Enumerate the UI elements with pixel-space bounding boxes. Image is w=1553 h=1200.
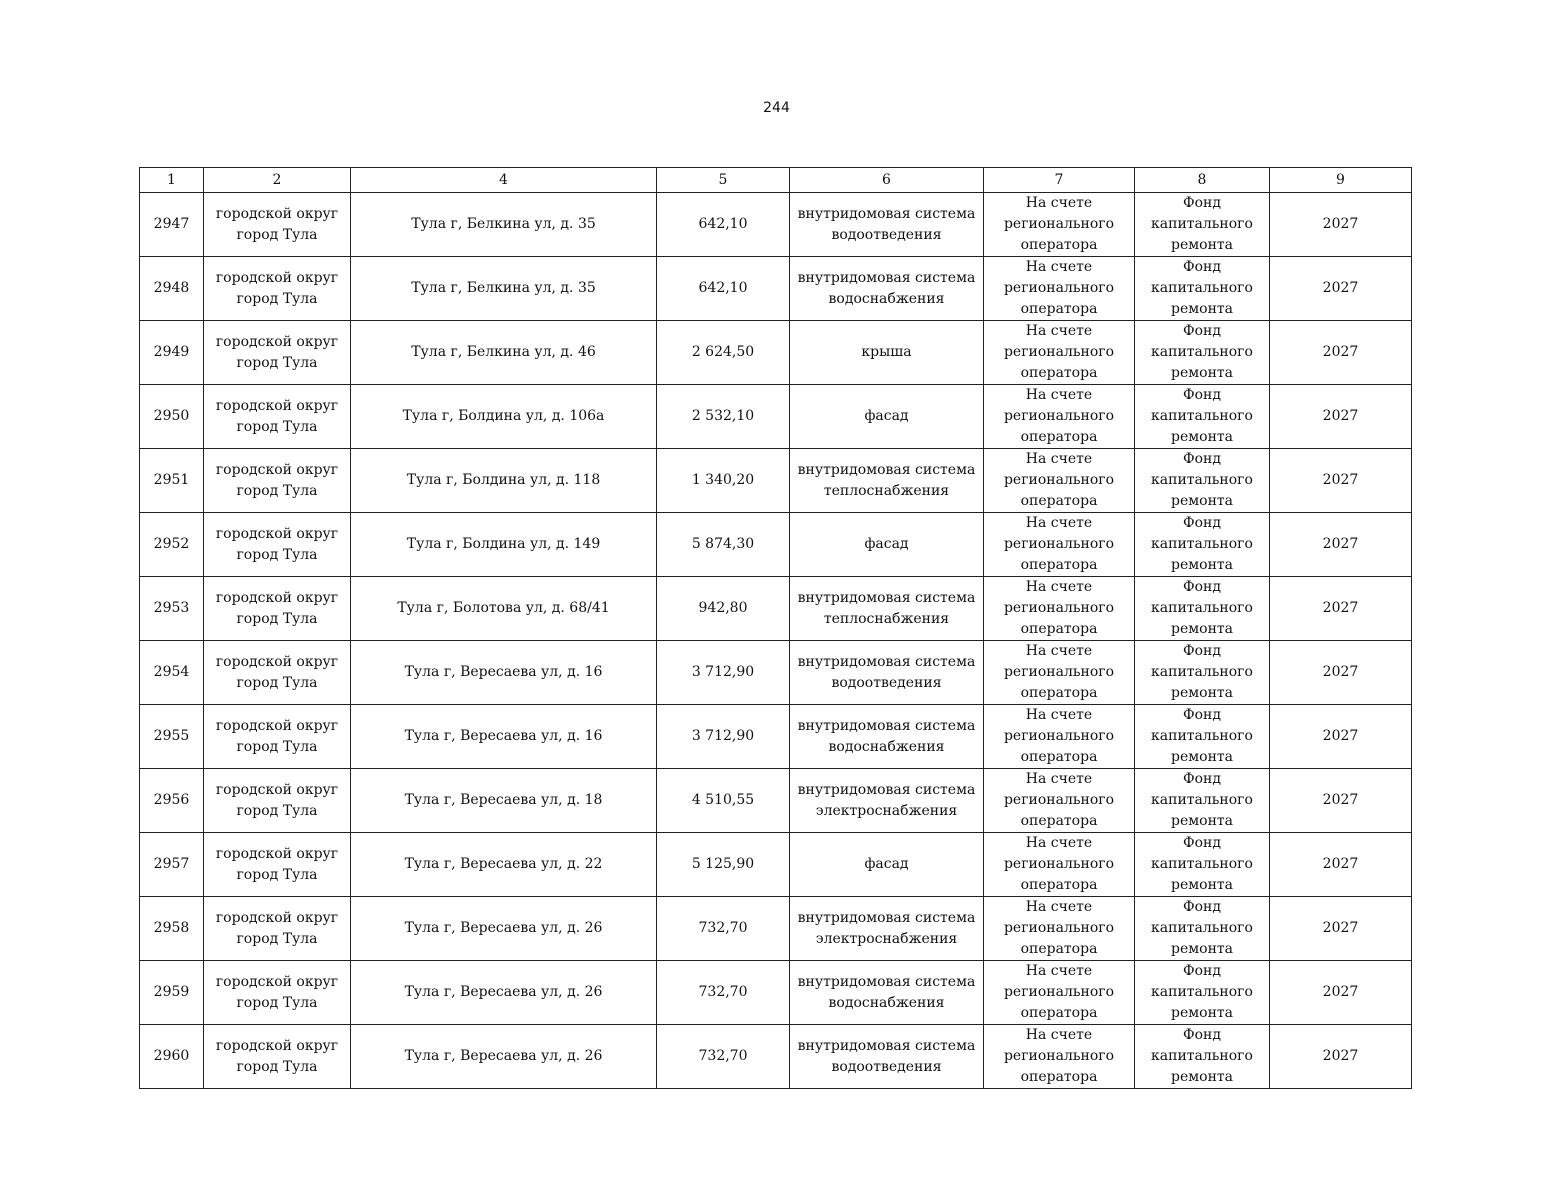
row-number: 2957	[140, 833, 204, 897]
address-cell: Тула г, Болдина ул, д. 118	[351, 449, 657, 513]
account-cell	[984, 769, 1135, 833]
address-cell: Тула г, Вересаева ул, д. 16	[351, 705, 657, 769]
account-cell	[984, 385, 1135, 449]
system-cell-line: внутридомовая система	[797, 781, 976, 798]
account-cell-line: оператора	[1020, 493, 1098, 509]
account-cell-line: На счете	[1025, 707, 1093, 723]
row-number: 2955	[140, 705, 204, 769]
address-cell: Тула г, Белкина ул, д. 35	[351, 193, 657, 257]
table-row	[140, 257, 1412, 321]
account-cell-line: регионального	[1003, 664, 1115, 680]
column-header: 1	[140, 168, 204, 193]
fund-cell-line: ремонта	[1171, 1069, 1233, 1085]
fund-cell-line: ремонта	[1171, 365, 1233, 381]
fund-cell	[1135, 321, 1270, 385]
account-cell-line: регионального	[1003, 216, 1115, 232]
table-header	[140, 168, 1412, 193]
account-cell	[984, 641, 1135, 705]
system-cell-line: внутридомовая система	[797, 717, 976, 734]
system-cell-line: теплоснабжения	[823, 610, 950, 627]
account-cell-line: оператора	[1020, 237, 1098, 253]
row-number: 2948	[140, 257, 204, 321]
system-cell-line: внутридомовая система	[797, 269, 976, 286]
account-cell-line: На счете	[1025, 771, 1093, 787]
table-row	[140, 1025, 1412, 1089]
fund-cell-line: капитального	[1151, 856, 1253, 872]
district-cell-line: городской округ	[215, 909, 339, 926]
fund-cell-line: Фонд	[1182, 259, 1221, 275]
district-cell-line: городской округ	[215, 717, 339, 734]
column-header: 5	[657, 168, 790, 193]
district-cell-line: город Тула	[236, 226, 318, 243]
table-row	[140, 193, 1412, 257]
address-cell: Тула г, Болотова ул, д. 68/41	[351, 577, 657, 641]
fund-cell-line: ремонта	[1171, 749, 1233, 765]
account-cell-line: регионального	[1003, 728, 1115, 744]
account-cell-line: На счете	[1025, 451, 1093, 467]
district-cell-line: городской округ	[215, 973, 339, 990]
row-number: 2956	[140, 769, 204, 833]
year-cell: 2027	[1270, 577, 1412, 641]
fund-cell-line: капитального	[1151, 1048, 1253, 1064]
row-number: 2959	[140, 961, 204, 1025]
district-cell	[204, 833, 351, 897]
area-cell: 4 510,55	[657, 769, 790, 833]
address-cell: Тула г, Болдина ул, д. 106а	[351, 385, 657, 449]
fund-cell-line: капитального	[1151, 216, 1253, 232]
system-cell-line: внутридомовая система	[797, 973, 976, 990]
account-cell-line: регионального	[1003, 792, 1115, 808]
fund-cell-line: ремонта	[1171, 493, 1233, 509]
fund-cell-line: капитального	[1151, 472, 1253, 488]
account-cell-line: оператора	[1020, 941, 1098, 957]
system-cell	[790, 193, 984, 257]
address-cell: Тула г, Вересаева ул, д. 26	[351, 1025, 657, 1089]
year-cell: 2027	[1270, 257, 1412, 321]
fund-cell	[1135, 641, 1270, 705]
area-cell: 732,70	[657, 961, 790, 1025]
account-cell-line: регионального	[1003, 600, 1115, 616]
district-cell-line: город Тула	[236, 546, 318, 563]
fund-cell-line: капитального	[1151, 600, 1253, 616]
fund-cell-line: Фонд	[1182, 387, 1221, 403]
account-cell-line: На счете	[1025, 323, 1093, 339]
account-cell-line: регионального	[1003, 344, 1115, 360]
system-cell	[790, 769, 984, 833]
account-cell	[984, 1025, 1135, 1089]
fund-cell-line: ремонта	[1171, 301, 1233, 317]
area-cell: 2 532,10	[657, 385, 790, 449]
fund-cell	[1135, 257, 1270, 321]
table-row	[140, 321, 1412, 385]
account-cell-line: оператора	[1020, 557, 1098, 573]
district-cell	[204, 769, 351, 833]
fund-cell-line: Фонд	[1182, 195, 1221, 211]
fund-cell	[1135, 449, 1270, 513]
district-cell-line: городской округ	[215, 525, 339, 542]
system-cell-line: внутридомовая система	[797, 1037, 976, 1054]
account-cell-line: оператора	[1020, 685, 1098, 701]
account-cell-line: На счете	[1025, 835, 1093, 851]
district-cell-line: город Тула	[236, 738, 318, 755]
system-cell	[790, 321, 984, 385]
account-cell-line: оператора	[1020, 429, 1098, 445]
account-cell-line: регионального	[1003, 408, 1115, 424]
district-cell-line: город Тула	[236, 290, 318, 307]
system-cell-line: электроснабжения	[815, 930, 958, 947]
fund-cell-line: ремонта	[1171, 877, 1233, 893]
year-cell: 2027	[1270, 641, 1412, 705]
account-cell-line: На счете	[1025, 899, 1093, 915]
district-cell	[204, 385, 351, 449]
account-cell-line: регионального	[1003, 536, 1115, 552]
account-cell-line: регионального	[1003, 1048, 1115, 1064]
account-cell-line: оператора	[1020, 877, 1098, 893]
address-cell: Тула г, Болдина ул, д. 149	[351, 513, 657, 577]
account-cell-line: оператора	[1020, 749, 1098, 765]
system-cell-line: фасад	[864, 408, 909, 424]
district-cell	[204, 897, 351, 961]
district-cell-line: городской округ	[215, 333, 339, 350]
account-cell	[984, 449, 1135, 513]
account-cell	[984, 257, 1135, 321]
district-cell-line: город Тула	[236, 930, 318, 947]
system-cell-line: водоснабжения	[828, 738, 945, 755]
district-cell	[204, 193, 351, 257]
year-cell: 2027	[1270, 193, 1412, 257]
fund-cell-line: капитального	[1151, 984, 1253, 1000]
district-cell	[204, 961, 351, 1025]
district-cell-line: город Тула	[236, 802, 318, 819]
system-cell-line: водоснабжения	[828, 290, 945, 307]
area-cell: 732,70	[657, 1025, 790, 1089]
account-cell-line: На счете	[1025, 579, 1093, 595]
table-row	[140, 513, 1412, 577]
area-cell: 642,10	[657, 257, 790, 321]
system-cell	[790, 257, 984, 321]
address-cell: Тула г, Вересаева ул, д. 18	[351, 769, 657, 833]
row-number: 2950	[140, 385, 204, 449]
fund-cell-line: ремонта	[1171, 621, 1233, 637]
district-cell-line: городской округ	[215, 269, 339, 286]
fund-cell-line: капитального	[1151, 728, 1253, 744]
fund-cell-line: Фонд	[1182, 323, 1221, 339]
fund-cell	[1135, 833, 1270, 897]
fund-cell-line: капитального	[1151, 792, 1253, 808]
area-cell: 5 125,90	[657, 833, 790, 897]
row-number: 2953	[140, 577, 204, 641]
district-cell	[204, 1025, 351, 1089]
header-row	[140, 168, 1412, 193]
account-cell-line: оператора	[1020, 1005, 1098, 1021]
district-cell-line: город Тула	[236, 482, 318, 499]
fund-cell-line: ремонта	[1171, 813, 1233, 829]
year-cell: 2027	[1270, 833, 1412, 897]
fund-cell-line: Фонд	[1182, 451, 1221, 467]
column-header: 8	[1135, 168, 1270, 193]
year-cell: 2027	[1270, 961, 1412, 1025]
district-cell	[204, 641, 351, 705]
table-row	[140, 961, 1412, 1025]
account-cell	[984, 513, 1135, 577]
year-cell: 2027	[1270, 769, 1412, 833]
table-row	[140, 705, 1412, 769]
capital-repair-table	[139, 167, 1412, 1089]
year-cell: 2027	[1270, 1025, 1412, 1089]
account-cell-line: регионального	[1003, 280, 1115, 296]
year-cell: 2027	[1270, 897, 1412, 961]
system-cell-line: водоотведения	[831, 226, 942, 243]
district-cell-line: городской округ	[215, 781, 339, 798]
fund-cell-line: ремонта	[1171, 557, 1233, 573]
system-cell	[790, 833, 984, 897]
account-cell	[984, 193, 1135, 257]
fund-cell-line: ремонта	[1171, 237, 1233, 253]
address-cell: Тула г, Белкина ул, д. 35	[351, 257, 657, 321]
account-cell-line: оператора	[1020, 813, 1098, 829]
system-cell-line: внутридомовая система	[797, 589, 976, 606]
account-cell	[984, 833, 1135, 897]
account-cell-line: регионального	[1003, 984, 1115, 1000]
system-cell-line: фасад	[864, 536, 909, 552]
fund-cell-line: капитального	[1151, 664, 1253, 680]
area-cell: 3 712,90	[657, 641, 790, 705]
table-row	[140, 385, 1412, 449]
fund-cell-line: капитального	[1151, 920, 1253, 936]
account-cell-line: На счете	[1025, 643, 1093, 659]
table-row	[140, 641, 1412, 705]
account-cell	[984, 577, 1135, 641]
area-cell: 5 874,30	[657, 513, 790, 577]
system-cell	[790, 641, 984, 705]
row-number: 2960	[140, 1025, 204, 1089]
district-cell-line: городской округ	[215, 397, 339, 414]
column-header: 9	[1270, 168, 1412, 193]
table-row	[140, 897, 1412, 961]
district-cell-line: городской округ	[215, 653, 339, 670]
area-cell: 3 712,90	[657, 705, 790, 769]
system-cell-line: внутридомовая система	[797, 461, 976, 478]
system-cell	[790, 449, 984, 513]
district-cell-line: город Тула	[236, 994, 318, 1011]
column-header: 6	[790, 168, 984, 193]
account-cell-line: оператора	[1020, 301, 1098, 317]
system-cell	[790, 385, 984, 449]
system-cell-line: внутридомовая система	[797, 909, 976, 926]
account-cell-line: регионального	[1003, 472, 1115, 488]
system-cell	[790, 1025, 984, 1089]
account-cell	[984, 897, 1135, 961]
area-cell: 2 624,50	[657, 321, 790, 385]
year-cell: 2027	[1270, 385, 1412, 449]
system-cell-line: водоотведения	[831, 674, 942, 691]
account-cell-line: На счете	[1025, 259, 1093, 275]
fund-cell	[1135, 961, 1270, 1025]
district-cell	[204, 513, 351, 577]
fund-cell-line: Фонд	[1182, 643, 1221, 659]
year-cell: 2027	[1270, 705, 1412, 769]
table-row	[140, 833, 1412, 897]
district-cell-line: город Тула	[236, 418, 318, 435]
system-cell	[790, 897, 984, 961]
column-header: 7	[984, 168, 1135, 193]
fund-cell-line: капитального	[1151, 344, 1253, 360]
fund-cell-line: Фонд	[1182, 707, 1221, 723]
fund-cell	[1135, 577, 1270, 641]
fund-cell-line: капитального	[1151, 536, 1253, 552]
system-cell	[790, 705, 984, 769]
district-cell	[204, 577, 351, 641]
fund-cell	[1135, 705, 1270, 769]
account-cell-line: оператора	[1020, 365, 1098, 381]
account-cell-line: На счете	[1025, 515, 1093, 531]
fund-cell-line: ремонта	[1171, 1005, 1233, 1021]
table-row	[140, 449, 1412, 513]
system-cell-line: внутридомовая система	[797, 205, 976, 222]
address-cell: Тула г, Вересаева ул, д. 26	[351, 897, 657, 961]
area-cell: 732,70	[657, 897, 790, 961]
address-cell: Тула г, Вересаева ул, д. 22	[351, 833, 657, 897]
account-cell-line: оператора	[1020, 621, 1098, 637]
row-number: 2952	[140, 513, 204, 577]
page-number: 244	[763, 100, 790, 116]
account-cell	[984, 961, 1135, 1025]
fund-cell-line: ремонта	[1171, 429, 1233, 445]
account-cell	[984, 321, 1135, 385]
fund-cell-line: Фонд	[1182, 963, 1221, 979]
fund-cell-line: Фонд	[1182, 1027, 1221, 1043]
fund-cell	[1135, 193, 1270, 257]
column-header: 2	[204, 168, 351, 193]
fund-cell	[1135, 897, 1270, 961]
district-cell-line: город Тула	[236, 354, 318, 371]
row-number: 2951	[140, 449, 204, 513]
fund-cell	[1135, 1025, 1270, 1089]
row-number: 2947	[140, 193, 204, 257]
district-cell-line: город Тула	[236, 674, 318, 691]
system-cell-line: электроснабжения	[815, 802, 958, 819]
account-cell-line: На счете	[1025, 195, 1093, 211]
fund-cell	[1135, 385, 1270, 449]
table-row	[140, 577, 1412, 641]
area-cell: 942,80	[657, 577, 790, 641]
district-cell-line: городской округ	[215, 1037, 339, 1054]
system-cell-line: водоотведения	[831, 1058, 942, 1075]
area-cell: 642,10	[657, 193, 790, 257]
year-cell: 2027	[1270, 449, 1412, 513]
fund-cell-line: капитального	[1151, 280, 1253, 296]
address-cell: Тула г, Белкина ул, д. 46	[351, 321, 657, 385]
fund-cell	[1135, 513, 1270, 577]
fund-cell-line: Фонд	[1182, 835, 1221, 851]
fund-cell-line: Фонд	[1182, 515, 1221, 531]
fund-cell-line: ремонта	[1171, 941, 1233, 957]
year-cell: 2027	[1270, 513, 1412, 577]
account-cell-line: оператора	[1020, 1069, 1098, 1085]
district-cell-line: городской округ	[215, 845, 339, 862]
table-row	[140, 769, 1412, 833]
district-cell-line: город Тула	[236, 866, 318, 883]
system-cell	[790, 577, 984, 641]
address-cell: Тула г, Вересаева ул, д. 26	[351, 961, 657, 1025]
account-cell-line: На счете	[1025, 963, 1093, 979]
area-cell: 1 340,20	[657, 449, 790, 513]
system-cell-line: водоснабжения	[828, 994, 945, 1011]
system-cell-line: крыша	[861, 344, 912, 360]
district-cell	[204, 705, 351, 769]
fund-cell-line: ремонта	[1171, 685, 1233, 701]
fund-cell-line: Фонд	[1182, 771, 1221, 787]
column-header: 4	[351, 168, 657, 193]
table-body	[140, 193, 1412, 1089]
district-cell	[204, 257, 351, 321]
fund-cell-line: Фонд	[1182, 899, 1221, 915]
system-cell	[790, 513, 984, 577]
account-cell-line: регионального	[1003, 856, 1115, 872]
year-cell: 2027	[1270, 321, 1412, 385]
district-cell-line: городской округ	[215, 205, 339, 222]
address-cell: Тула г, Вересаева ул, д. 16	[351, 641, 657, 705]
system-cell-line: фасад	[864, 856, 909, 872]
fund-cell	[1135, 769, 1270, 833]
fund-cell-line: Фонд	[1182, 579, 1221, 595]
district-cell-line: городской округ	[215, 589, 339, 606]
system-cell	[790, 961, 984, 1025]
account-cell-line: На счете	[1025, 387, 1093, 403]
row-number: 2954	[140, 641, 204, 705]
account-cell-line: регионального	[1003, 920, 1115, 936]
account-cell-line: На счете	[1025, 1027, 1093, 1043]
district-cell	[204, 321, 351, 385]
district-cell	[204, 449, 351, 513]
fund-cell-line: капитального	[1151, 408, 1253, 424]
row-number: 2958	[140, 897, 204, 961]
district-cell-line: городской округ	[215, 461, 339, 478]
district-cell-line: город Тула	[236, 1058, 318, 1075]
system-cell-line: теплоснабжения	[823, 482, 950, 499]
row-number: 2949	[140, 321, 204, 385]
system-cell-line: внутридомовая система	[797, 653, 976, 670]
account-cell	[984, 705, 1135, 769]
district-cell-line: город Тула	[236, 610, 318, 627]
